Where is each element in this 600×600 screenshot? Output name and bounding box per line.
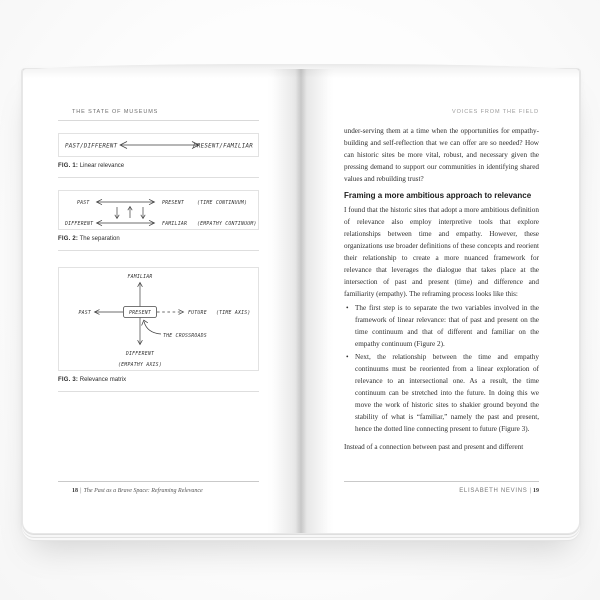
bullet-item: • The first step is to separate the two variables involved in the framework of linear relevance: that of past and present on the time continuum and that of different and familiar on the empathy continuum (Figure 2). [344,302,539,350]
figure-3-caption-label: FIG. 3: [58,377,79,383]
running-header-right: VOICES FROM THE FIELD [452,109,539,115]
separator-rule [58,391,259,392]
author-name: ELISABETH NEVINS [459,488,528,494]
figure-2-caption-label: FIG. 2: [58,236,79,242]
fig2-empathy-axis-label: (EMPATHY CONTINUUM) [197,222,257,227]
section-heading: Framing a more ambitious approach to relevance [344,191,532,200]
fig2-past-label: PAST [77,201,90,206]
figure-3-caption-text: Relevance matrix [79,377,127,383]
figure-3 [58,267,259,392]
figure-1-caption [58,163,259,170]
left-axis-arrow-icon [95,310,124,315]
figure-2-caption-text: The separation [79,236,120,242]
figure-2-caption [58,236,259,243]
fig3-empathy-axis-label: (EMPATHY AXIS) [118,363,162,368]
fig1-left-label: PAST/DIFFERENT [65,143,118,150]
figure-3-caption [58,377,259,384]
footer-separator: | [529,488,531,494]
figure-3-box [58,267,259,371]
fig2-present-label: PRESENT [162,201,184,206]
figure-1-diagram [59,134,258,156]
fig1-right-label: PRESENT/FAMILIAR [193,143,253,150]
chapter-title: The Past as a Brave Space: Reframing Relevance [83,488,203,494]
figure-2-diagram [59,191,258,229]
double-arrow-icon [97,199,155,204]
dashed-future-arrow-icon [157,310,184,315]
double-arrow-icon [120,142,199,149]
paragraph: under-serving them at a time when the opportunities for empathy-building and self-reflection that we can offer are so needed? How can historic sites be more vital, robust, and necessary given the pressing demand to support our communities in identifying shared values and rebuilding trust? [344,127,539,183]
page-number-right: 19 [533,488,539,494]
double-arrow-icon [97,220,155,225]
fig3-future-label: FUTURE [188,311,207,316]
page-shading [23,69,301,78]
figure-1-box [58,133,259,157]
fig3-time-axis-label: (TIME AXIS) [216,311,251,316]
fig3-past-label: PAST [78,311,91,316]
crossroads-curved-arrow-icon [142,320,161,334]
paragraph: I found that the historic sites that adopt a more ambitious definition of relevance also employ interpretive tools that explore relationships between time and empathy. However, these organizations use broader definitions of these concepts and reorient their relationship to create a more nuanced framework for relevance that leverages the dialogue that takes place at the intersection of past and present (time) and difference and familiarity (empathy). The reframing process looks like this: [344,206,539,298]
fig2-time-axis-label: (TIME CONTINUUM) [197,201,248,206]
separator-rule [58,177,259,178]
paragraph: Instead of a connection between past and present and different [344,443,524,451]
figure-2 [58,190,259,251]
fig2-familiar-label: FAMILIAR [162,222,188,227]
figure-1-caption-label: FIG. 1: [58,163,79,169]
fig3-different-label: DIFFERENT [125,352,155,357]
running-header-left: THE STATE OF MUSEUMS [58,109,259,121]
figure-1 [58,133,259,178]
page-number-left: 18 [72,488,78,494]
footer-right [344,481,539,495]
fig3-familiar-label: FAMILIAR [127,275,153,280]
right-page [301,69,579,533]
bullet-item: • Next, the relationship between the time and empathy continuums must be reoriented from a linear exploration of relevance to an intersectional one. As a result, the time continuum can be stretched into the future. In doing this we move the work of historic sites to shakier ground beyond the stability of what is “familiar,” namely the past and present, hence the dotted line connecting present to future (Figure 3). [344,351,539,435]
page-shading [301,69,579,78]
up-arrow-icon [128,207,132,219]
separator-rule [58,250,259,251]
footer-left [58,481,259,495]
bullet-list [344,302,539,435]
footer-separator: | [80,488,82,494]
figure-1-caption-text: Linear relevance [79,163,125,169]
fig3-present-label: PRESENT [129,311,151,316]
down-arrow-icon [141,207,145,219]
down-arrow-icon [115,207,119,219]
fig3-crossroads-label: THE CROSSROADS [163,334,207,339]
figure-3-diagram [59,268,258,370]
left-page [23,69,301,533]
open-book [22,68,580,534]
fig2-different-label: DIFFERENT [65,222,94,227]
figure-2-box [58,190,259,230]
